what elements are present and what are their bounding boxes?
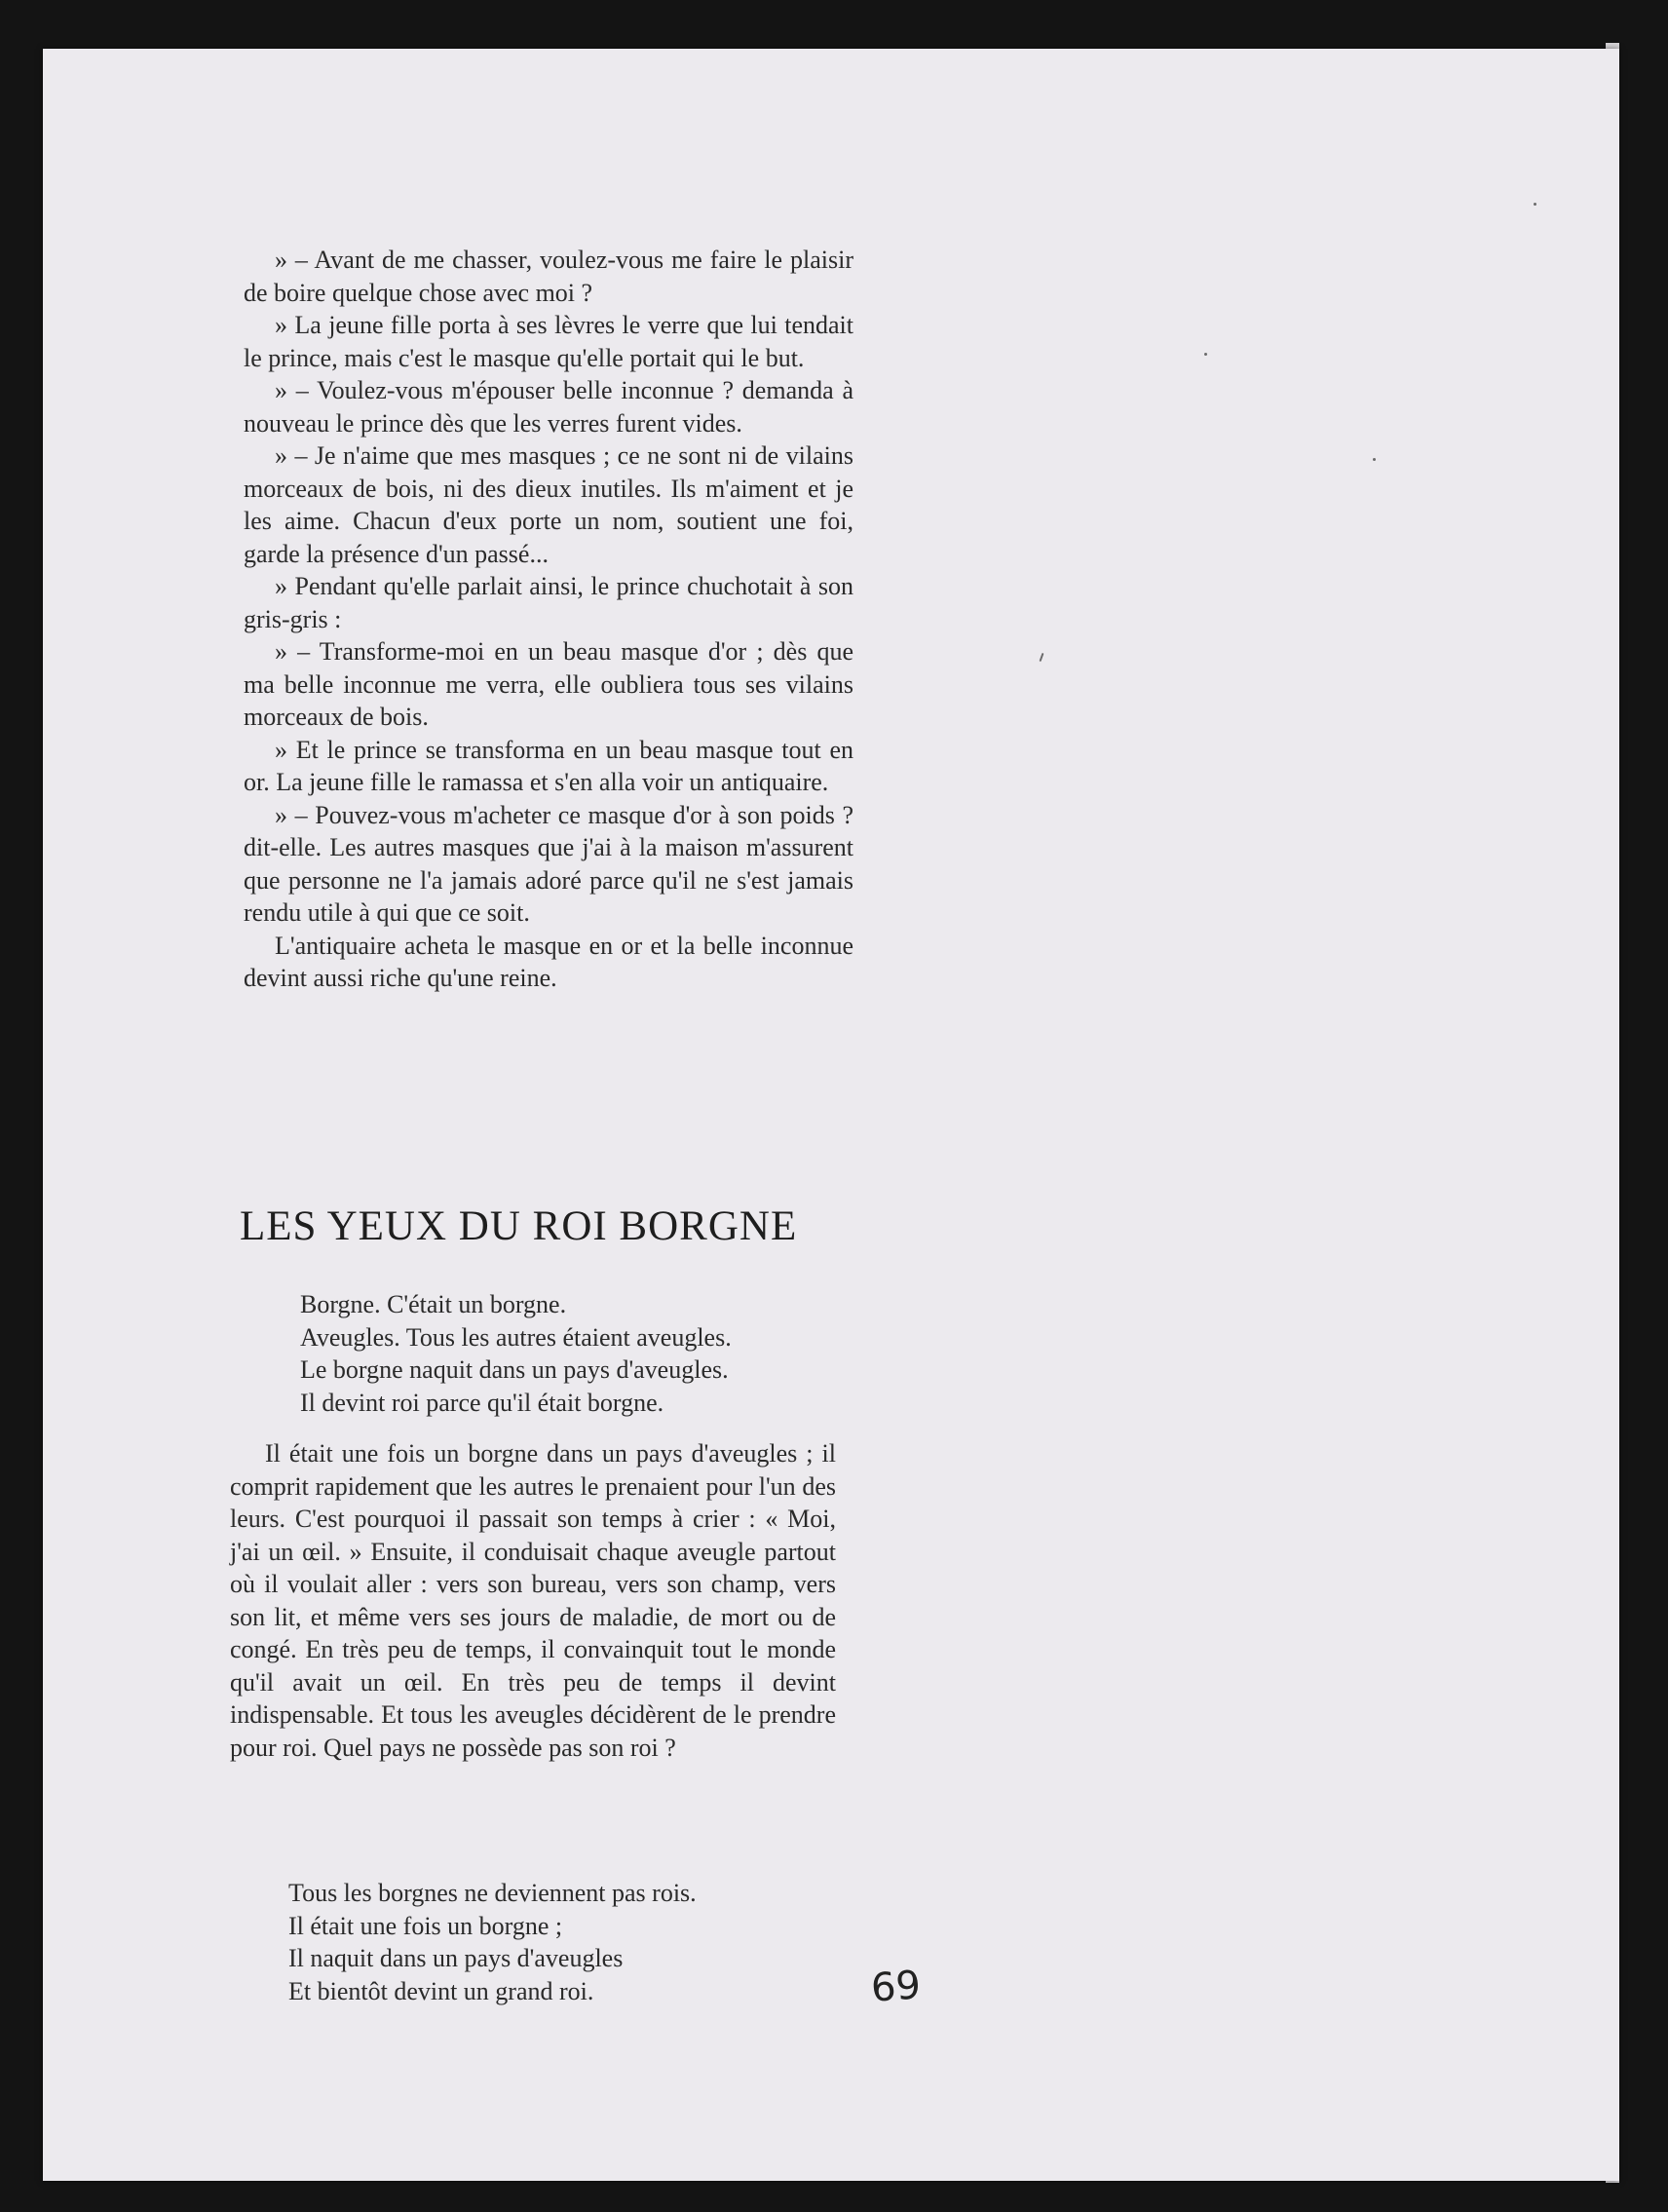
paragraph: » Pendant qu'elle parlait ainsi, le prince chuchotait à son gris-gris : [244,572,853,633]
verse-line: Borgne. C'était un borgne. [300,1290,567,1318]
dust-speck [1040,653,1044,662]
verse-line: Il était une fois un borgne ; [288,1911,563,1940]
verse-line: Le borgne naquit dans un pays d'aveugles. [300,1355,729,1384]
paragraph: » La jeune fille porta à ses lèvres le verre que lui tendait le prince, mais c'est le masque qu'elle portait qui le but. [244,311,853,372]
verse-line: Il devint roi parce qu'il était borgne. [300,1388,664,1417]
verse-line: Aveugles. Tous les autres étaient aveugles. [300,1322,732,1352]
section-heading: LES YEUX DU ROI BORGNE [240,1203,798,1249]
paragraph: » – Pouvez-vous m'acheter ce masque d'or à son poids ? dit-elle. Les autres masques que j'ai à la maison m'assurent que personne ne l'a jamais adoré parce qu'il ne s'est jamais rendu utile à qui que ce soit. [244,800,853,927]
dust-speck [1204,353,1207,356]
verse-outro [288,1877,697,2007]
handwritten-page-number: 69 [869,1963,923,2011]
dust-speck [1534,203,1536,206]
paragraph: L'antiquaire acheta le masque en or et la belle inconnue devint aussi riche qu'une reine. [244,931,853,992]
verse-line: Tous les borgnes ne deviennent pas rois. [288,1879,697,1907]
paragraph: » – Transforme-moi en un beau masque d'or ; dès que ma belle inconnue me verra, elle oubliera tous ses vilains morceaux de bois. [244,637,853,731]
paragraph: » – Avant de me chasser, voulez-vous me faire le plaisir de boire quelque chose avec moi ? [244,246,853,307]
story-ending [244,244,853,995]
verse-line: Il naquit dans un pays d'aveugles [288,1944,624,1972]
paragraph: » – Voulez-vous m'épouser belle inconnue ? demanda à nouveau le prince dès que les verres furent vides. [244,376,853,438]
verse-line: Et bientôt devint un grand roi. [288,1976,594,2005]
paragraph: » – Je n'aime que mes masques ; ce ne sont ni de vilains morceaux de bois, ni des dieux inutiles. Ils m'aiment et je les aime. Chacun d'eux porte un nom, soutient une foi, garde la présence d'un passé... [244,441,853,568]
body-paragraph: Il était une fois un borgne dans un pays d'aveugles ; il comprit rapidement que les autres le prenaient pour l'un des leurs. C'est pourquoi il passait son temps à crier : « Moi, j'ai un œil. » Ensuite, il conduisait chaque aveugle partout où il voulait aller : vers son bureau, vers son champ, vers son lit, et même vers ses jours de maladie, de mort ou de congé. En très peu de temps, il convainquit tout le monde qu'il avait un œil. En très peu de temps il devint indispensable. Et tous les aveugles décidèrent de le prendre pour roi. Quel pays ne possède pas son roi ? [230,1439,836,1762]
verse-intro [300,1288,732,1419]
dust-speck [1373,458,1376,461]
paragraph: » Et le prince se transforma en un beau masque tout en or. La jeune fille le ramassa et s'en alla voir un antiquaire. [244,735,853,796]
